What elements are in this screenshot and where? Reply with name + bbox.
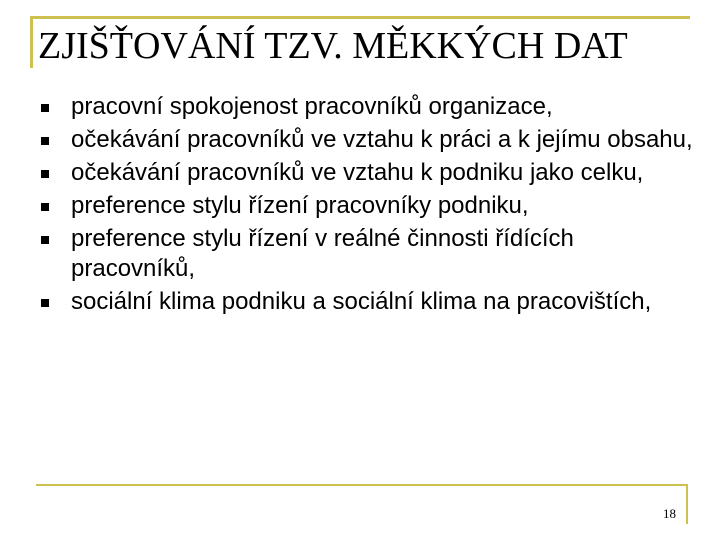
bullet-text: preference stylu řízení v reálné činnosti řídících pracovníků, — [71, 225, 574, 282]
square-bullet-icon — [41, 170, 49, 178]
bullet-text: pracovní spokojenost pracovníků organizace, — [71, 93, 553, 120]
footer-divider-line — [36, 484, 686, 486]
bullet-item — [38, 224, 698, 284]
slide-title: ZJIŠŤOVÁNÍ TZV. MĚKKÝCH DAT — [38, 25, 628, 67]
square-bullet-icon — [41, 104, 49, 112]
bullet-list — [38, 92, 698, 320]
bullet-item — [38, 125, 698, 155]
bullet-item — [38, 158, 698, 188]
footer-frame-right-line — [686, 484, 688, 524]
title-frame-top-line — [30, 16, 690, 19]
bullet-item — [38, 287, 698, 317]
square-bullet-icon — [41, 203, 49, 211]
bullet-text: očekávání pracovníků ve vztahu k práci a k jejímu obsahu, — [71, 126, 693, 153]
square-bullet-icon — [41, 137, 49, 145]
square-bullet-icon — [41, 299, 49, 307]
bullet-text: sociální klima podniku a sociální klima na pracovištích, — [71, 288, 652, 315]
bullet-item — [38, 191, 698, 221]
title-frame-left-line — [30, 16, 33, 68]
bullet-text: očekávání pracovníků ve vztahu k podniku jako celku, — [71, 159, 644, 186]
square-bullet-icon — [41, 236, 49, 244]
bullet-item — [38, 92, 698, 122]
bullet-text: preference stylu řízení pracovníky podniku, — [71, 192, 529, 219]
page-number: 18 — [663, 506, 676, 521]
